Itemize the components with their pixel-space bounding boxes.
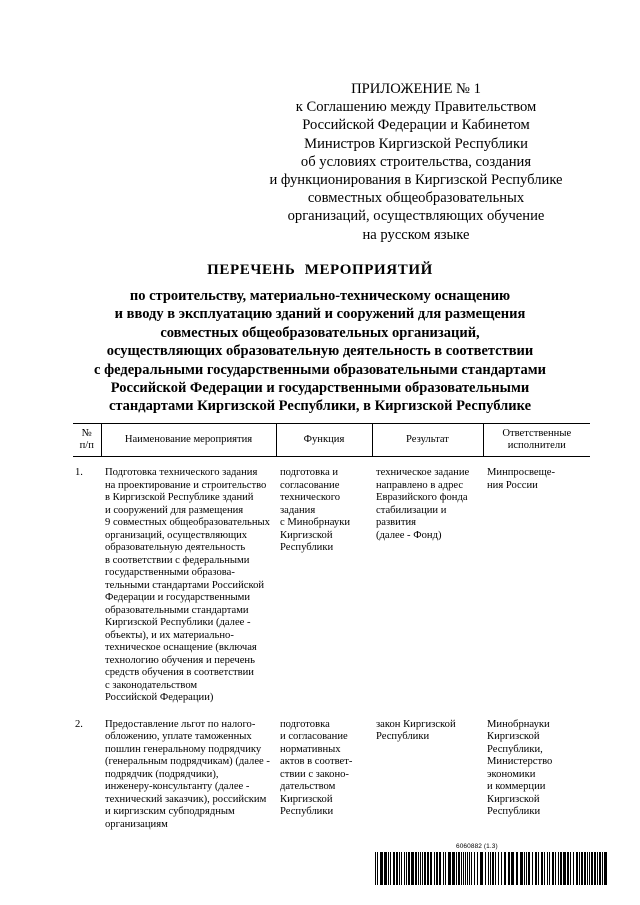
cell-function-line: Республики bbox=[280, 806, 334, 817]
cell-responsible-line: экономики bbox=[487, 768, 536, 780]
appendix-line: совместных общеобразовательных bbox=[307, 190, 525, 207]
cell-function-line: нормативных bbox=[280, 743, 341, 755]
header-function-line: Функция bbox=[303, 433, 345, 445]
cell-measure-name-line: и киргизским субподрядным bbox=[105, 806, 235, 817]
cell-measure-name-line: обложению, уплате таможенных bbox=[105, 731, 252, 742]
cell-measure-name-line: технологию обучения и перечень bbox=[105, 654, 255, 666]
table-header-row bbox=[73, 424, 590, 457]
header-responsible-line: Ответственные bbox=[502, 427, 572, 439]
cell-function-line: согласование bbox=[280, 479, 340, 491]
cell-responsible-line: Республики, bbox=[487, 743, 543, 755]
cell-measure-name-line: организациям bbox=[105, 818, 168, 830]
appendix-line: ПРИЛОЖЕНИЕ № 1 bbox=[351, 81, 481, 97]
cell-function-line: подготовка и bbox=[280, 467, 339, 478]
cell-function-line: с Минобрнауки bbox=[280, 517, 351, 528]
cell-measure-name bbox=[101, 709, 276, 836]
header-number-line: п/п bbox=[79, 440, 94, 451]
cell-measure-name-line: и сооружений для размещения bbox=[105, 504, 244, 516]
cell-responsible-line: Минпросвеще- bbox=[487, 467, 556, 478]
appendix-header bbox=[250, 80, 582, 244]
subtitle-line: Российской Федерации и государственными образовательными bbox=[110, 380, 530, 397]
cell-measure-name-line: инженеру-консультанту (далее - bbox=[105, 781, 250, 792]
cell-function-line: Киргизской bbox=[280, 529, 333, 541]
subtitle-line: осуществляющих образовательную деятельность в соответствии bbox=[106, 343, 534, 360]
header-measure-name-line: Наименование мероприятия bbox=[124, 433, 253, 445]
subtitle-line: стандартами Киргизской Республики, в Киргизской Республике bbox=[108, 398, 532, 415]
subtitle-line: с федеральными государственными образовательными стандартами bbox=[94, 361, 546, 378]
cell-measure-name-line: тельными стандартами Российской bbox=[105, 579, 265, 591]
cell-measure-name-line: образовательную деятельность bbox=[105, 542, 246, 553]
appendix-line: на русском языке bbox=[362, 226, 470, 243]
cell-function-line: задания bbox=[280, 504, 316, 516]
cell-responsible-line: и коммерции bbox=[487, 781, 546, 792]
cell-measure-name-line: средств обучения в соответствии bbox=[105, 667, 254, 678]
cell-result-line: направлено в адрес bbox=[376, 479, 464, 491]
cell-measure-name-line: Российской Федерации) bbox=[105, 692, 214, 703]
subtitle-line: совместных общеобразовательных организаций, bbox=[160, 324, 480, 341]
appendix-line: Министров Киргизской Республики bbox=[304, 135, 528, 152]
cell-result-line: Евразийского фонда bbox=[376, 492, 468, 503]
table-row bbox=[73, 709, 590, 836]
cell-result-line: (далее - Фонд) bbox=[376, 529, 442, 541]
cell-responsible-line: Киргизской bbox=[487, 793, 540, 805]
cell-responsible-line: ния России bbox=[487, 479, 538, 491]
cell-measure-name-line: подрядчик (подрядчики), bbox=[105, 768, 219, 780]
cell-measure-name-line: 9 совместных общеобразовательных bbox=[105, 517, 270, 528]
cell-measure-name-line: техническое оснащение (включая bbox=[105, 642, 257, 653]
document-title: ПЕРЕЧЕНЬ МЕРОПРИЯТИЙ bbox=[207, 262, 433, 278]
cell-function-line: и согласование bbox=[280, 731, 348, 742]
cell-result-line: Республики bbox=[376, 731, 430, 742]
cell-responsible-line: Министерство bbox=[487, 756, 553, 767]
cell-function-line: Республики bbox=[280, 542, 334, 553]
table-body bbox=[73, 457, 590, 836]
cell-result-line: техническое задание bbox=[376, 467, 470, 478]
cell-number: 1. bbox=[75, 467, 83, 478]
appendix-line: Российской Федерации и Кабинетом bbox=[302, 117, 530, 134]
cell-measure-name-line: государственными образова- bbox=[105, 567, 235, 578]
barcode-image bbox=[375, 852, 607, 885]
cell-measure-name-line: Федерации и государственными bbox=[105, 592, 251, 603]
cell-responsible bbox=[483, 709, 590, 836]
cell-measure-name-line: (генеральным подрядчикам) (далее - bbox=[105, 756, 270, 767]
cell-result-line: стабилизации и bbox=[376, 504, 447, 516]
cell-function bbox=[276, 709, 372, 836]
header-number-line: № bbox=[81, 427, 92, 439]
cell-function bbox=[276, 457, 372, 709]
barcode-number: 6060882 (1.3) bbox=[456, 843, 498, 850]
measures-table bbox=[73, 423, 590, 835]
cell-measure-name bbox=[101, 457, 276, 709]
subtitle-line: и вводу в эксплуатацию зданий и сооружений для размещения bbox=[114, 306, 526, 323]
cell-number: 2. bbox=[75, 718, 83, 730]
cell-measure-name-line: технический заказчик), российским bbox=[105, 793, 267, 805]
cell-measure-name-line: на проектирование и строительство bbox=[105, 479, 267, 491]
header-responsible bbox=[483, 424, 590, 457]
header-function bbox=[276, 424, 372, 457]
cell-measure-name-line: организаций, осуществляющих bbox=[105, 529, 248, 541]
cell-measure-name-line: в Киргизской Республике зданий bbox=[105, 492, 254, 503]
cell-responsible-line: Республики bbox=[487, 806, 541, 817]
cell-function-line: ствии с законо- bbox=[280, 768, 349, 780]
header-number bbox=[73, 424, 101, 457]
cell-measure-name-line: объекты), и их материально- bbox=[105, 629, 234, 641]
cell-measure-name-line: Киргизской Республики (далее - bbox=[105, 617, 251, 628]
cell-result-line: развития bbox=[376, 517, 417, 528]
cell-measure-name-line: Подготовка технического задания bbox=[105, 467, 258, 478]
cell-responsible-line: Минобрнауки bbox=[487, 718, 550, 730]
cell-result bbox=[372, 457, 483, 709]
table-row bbox=[73, 457, 590, 709]
cell-responsible bbox=[483, 457, 590, 709]
document-subtitle bbox=[0, 287, 640, 416]
cell-measure-name-line: в соответствии с федеральными bbox=[105, 554, 250, 566]
cell-function-line: подготовка bbox=[280, 718, 330, 730]
appendix-line: к Соглашению между Правительством bbox=[295, 99, 537, 116]
cell-function-line: актов в соответ- bbox=[280, 756, 353, 767]
cell-function-line: Киргизской bbox=[280, 793, 333, 805]
appendix-line: и функционирования в Киргизской Республике bbox=[269, 172, 563, 189]
cell-function-line: дательством bbox=[280, 781, 336, 792]
header-result bbox=[372, 424, 483, 457]
subtitle-line: по строительству, материально-техническому оснащению bbox=[129, 288, 511, 304]
cell-result bbox=[372, 709, 483, 836]
header-result-line: Результат bbox=[406, 433, 449, 445]
appendix-line: об условиях строительства, создания bbox=[300, 153, 532, 170]
cell-measure-name-line: Предоставление льгот по налого- bbox=[105, 718, 256, 730]
header-measure-name bbox=[101, 424, 276, 457]
cell-measure-name-line: пошлин генеральному подрядчику bbox=[105, 743, 262, 755]
header-responsible-line: исполнители bbox=[507, 440, 566, 451]
cell-responsible-line: Киргизской bbox=[487, 731, 540, 742]
cell-measure-name-line: с законодательством bbox=[105, 679, 198, 691]
cell-measure-name-line: образовательными стандартами bbox=[105, 604, 249, 616]
cell-result-line: закон Киргизской bbox=[376, 718, 456, 730]
cell-function-line: технического bbox=[280, 492, 341, 503]
appendix-line: организаций, осуществляющих обучение bbox=[287, 208, 545, 225]
